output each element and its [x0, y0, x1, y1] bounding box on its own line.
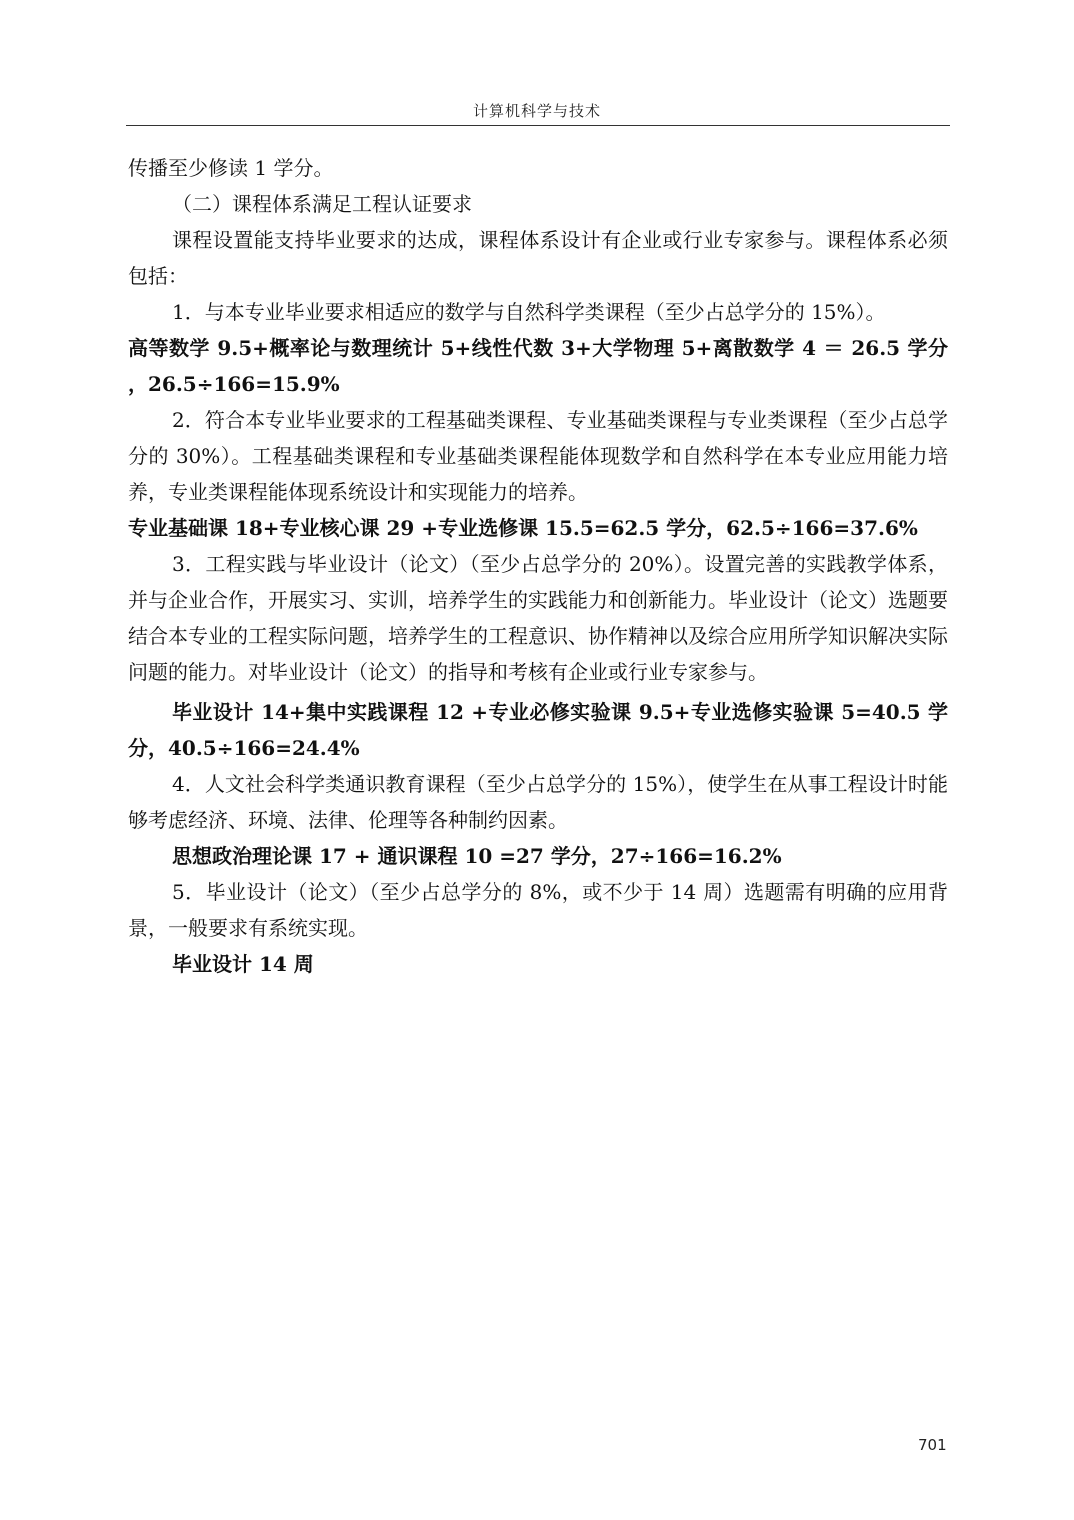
credit-calc-4: 思想政治理论课 17 + 通识课程 10 =27 学分，27÷166=16.2% [172, 844, 782, 868]
requirement-5: 5．毕业设计（论文）（至少占总学分的 8%，或不少于 14 周）选题需有明确的应用背景，一般要求有系统实现。 [128, 880, 948, 940]
header-divider [126, 125, 950, 126]
paragraph-continuation: 传播至少修读 1 学分。 [128, 156, 334, 180]
credit-calc-5: 毕业设计 14 周 [172, 952, 314, 976]
requirement-2: 2．符合本专业毕业要求的工程基础类课程、专业基础类课程与专业类课程（至少占总学分的 30%）。工程基础类课程和专业基础类课程能体现数学和自然科学在本专业应用能力培养，专业类课程能体现系统设计和实现能力的培养。 [128, 408, 948, 504]
page-number: 701 [918, 1436, 947, 1454]
running-header-title: 计算机科学与技术 [472, 102, 601, 120]
credit-calc-2: 专业基础课 18+专业核心课 29 +专业选修课 15.5=62.5 学分，62.5÷166=37.6% [128, 516, 918, 540]
section-heading: （二）课程体系满足工程认证要求 [172, 192, 472, 216]
requirement-4: 4．人文社会科学类通识教育课程（至少占总学分的 15%），使学生在从事工程设计时能够考虑经济、环境、法律、伦理等各种制约因素。 [128, 772, 948, 832]
credit-calc-3: 毕业设计 14+集中实践课程 12 +专业必修实验课 9.5+专业选修实验课 5=40.5 学分，40.5÷166=24.4% [128, 700, 948, 760]
requirement-3: 3．工程实践与毕业设计（论文）（至少占总学分的 20%）。设置完善的实践教学体系，并与企业合作，开展实习、实训，培养学生的实践能力和创新能力。毕业设计（论文）选题要结合本专业的工程实际问题，培养学生的工程意识、协作精神以及综合应用所学知识解决实际问题的能力。对毕业设计（论文）的指导和考核有企业或行业专家参与。 [128, 552, 948, 684]
paragraph-intro: 课程设置能支持毕业要求的达成，课程体系设计有企业或行业专家参与。课程体系必须包括： [128, 228, 948, 288]
credit-calc-1: 高等数学 9.5+概率论与数理统计 5+线性代数 3+大学物理 5+离散数学 4 ＝ 26.5 学分 ，26.5÷166=15.9% [128, 336, 948, 396]
requirement-1: 1．与本专业毕业要求相适应的数学与自然科学类课程（至少占总学分的 15%）。 [172, 300, 886, 324]
document-body [128, 150, 948, 982]
